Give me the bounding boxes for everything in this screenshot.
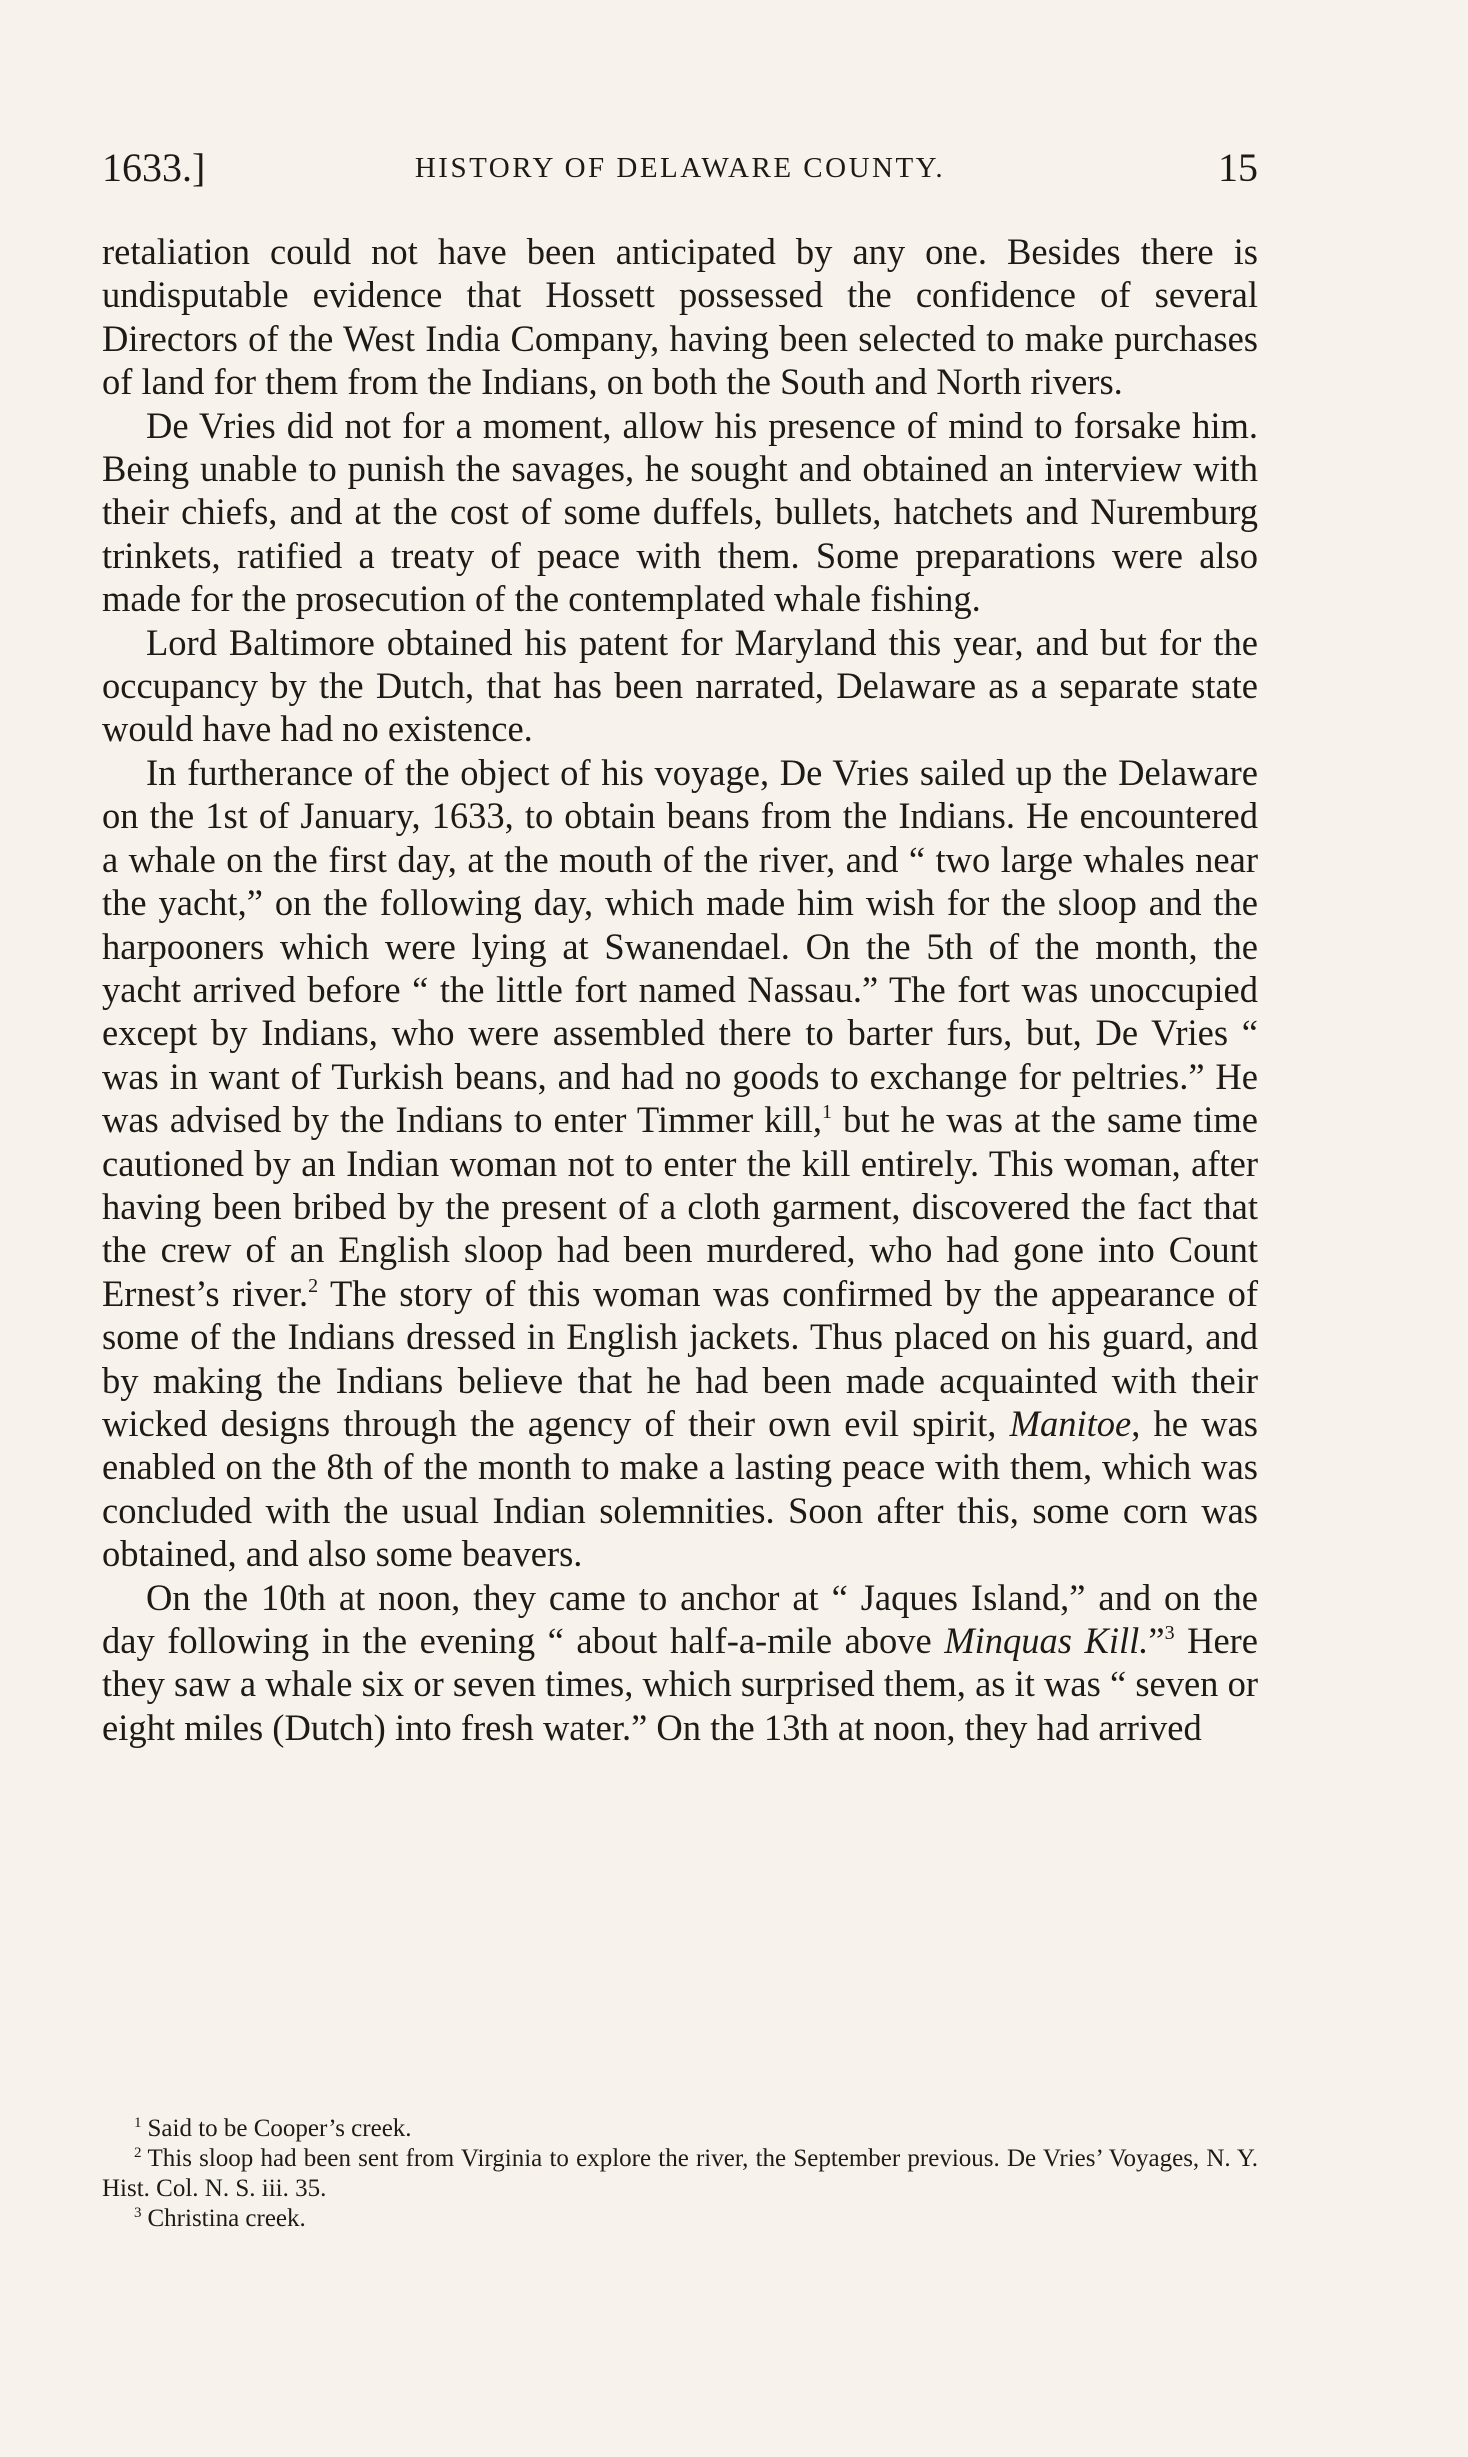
paragraph-4-part-a: In furtherance of the object of his voyage, De Vries sailed up the Delaware on the 1st of January, 1633, to obtain beans from the Indians. He encountered a whale on the first day, at the mouth of the river, and “ two large whales near the yacht,” on the following day, which made him wish for the sloop and the harpooners which were lying at Swanendael. On the 5th of the month, the yacht arrived before “ the little fort named Nassau.” The fort was unoccupied except by Indians, who were assembled there to barter furs, but, De Vries “ was in want of Turkish beans, and had no goods to exchange for peltries.” He was advised by the Indians to enter Timmer kill, xyxy=(102,751,1258,1141)
footnote-1-number: 1 xyxy=(134,2115,142,2131)
footnote-ref-3: 3 xyxy=(1164,1622,1175,1644)
paragraph-3: Lord Baltimore obtained his patent for Maryland this year, and but for the occupancy by the Dutch, that has been narrated, Delaware as a separate state would have had no existence. xyxy=(102,621,1258,750)
paragraph-5-part-a: On the 10th at noon, they came to anchor at “ Jaques Island,” and on the day following in the evening “ about half-a-mile above xyxy=(102,1576,1258,1661)
paragraph-4-part-c: The story of this woman was confirmed by the appearance of some of the Indians dressed in English jackets. Thus placed on his guard, and by making the Indians believe that he had been made acquainted with their wicked designs through the agency of their own evil spirit, xyxy=(102,1272,1258,1444)
paragraph-1: retaliation could not have been anticipated by any one. Besides there is undisputable evidence that Hossett possessed the confidence of several Directors of the West India Company, having been selected to make purchases of land for them from the Indians, on both the South and North rivers. xyxy=(102,231,1258,403)
paragraph-2: De Vries did not for a moment, allow his presence of mind to forsake him. Being unable to punish the savages, he sought and obtained an interview with their chiefs, and at the cost of some duffels, bullets, hatchets and Nuremburg trinkets, ratified a treaty of peace with them. Some preparations were also made for the prosecution of the contemplated whale fishing. xyxy=(102,404,1258,620)
paragraph-4-part-d: , he was enabled on the 8th of the month to make a lasting peace with them, which was concluded with the usual Indian solemnities. Soon after this, some corn was obtained, and also some beavers. xyxy=(102,1402,1258,1575)
footnote-1-text: Said to be Cooper’s creek. xyxy=(147,2115,412,2142)
footnote-3-number: 3 xyxy=(134,2205,142,2221)
footnote-1 xyxy=(102,2114,1258,2144)
body-text xyxy=(102,230,1258,1749)
paragraph-4-part-b: but he was at the same time cautioned by an Indian woman not to enter the kill entirely. This woman, after having been bribed by the present of a cloth garment, discovered the fact that the crew of an English sloop had been murdered, who had gone into Count Ernest’s river. xyxy=(102,1099,1258,1314)
header-year: 1633.] xyxy=(102,145,206,190)
footnote-ref-2: 2 xyxy=(308,1274,319,1297)
footnote-3-text: Christina creek. xyxy=(147,2205,306,2232)
footnote-3 xyxy=(102,2204,1258,2234)
paragraph-5 xyxy=(102,1576,1258,1750)
footnote-2 xyxy=(102,2144,1258,2204)
footnote-2-text: This sloop had been sent from Virginia to explore the river, the September previous. De Vries’ Voyages, N. Y. Hist. Col. N. S. iii. 35. xyxy=(102,2145,1258,2202)
paragraph-5-part-b: ” xyxy=(1148,1620,1165,1661)
italic-manitoe: Manitoe xyxy=(1009,1402,1132,1444)
footnote-ref-1: 1 xyxy=(821,1101,832,1124)
footnotes xyxy=(102,2114,1258,2234)
paragraph-5-part-c: Here they saw a whale six or seven times, which surprised them, as it was “ seven or eight miles (Dutch) into fresh water.” On the 13th at noon, they had arrived xyxy=(102,1620,1259,1748)
paragraph-4 xyxy=(102,751,1258,1576)
book-page xyxy=(102,0,1258,2457)
header-title: HISTORY OF DELAWARE COUNTY. xyxy=(414,152,946,184)
footnote-2-number: 2 xyxy=(134,2145,142,2161)
running-header xyxy=(102,140,1258,196)
italic-minquas-kill: Minquas Kill. xyxy=(944,1620,1149,1661)
page-number: 15 xyxy=(1218,145,1258,190)
